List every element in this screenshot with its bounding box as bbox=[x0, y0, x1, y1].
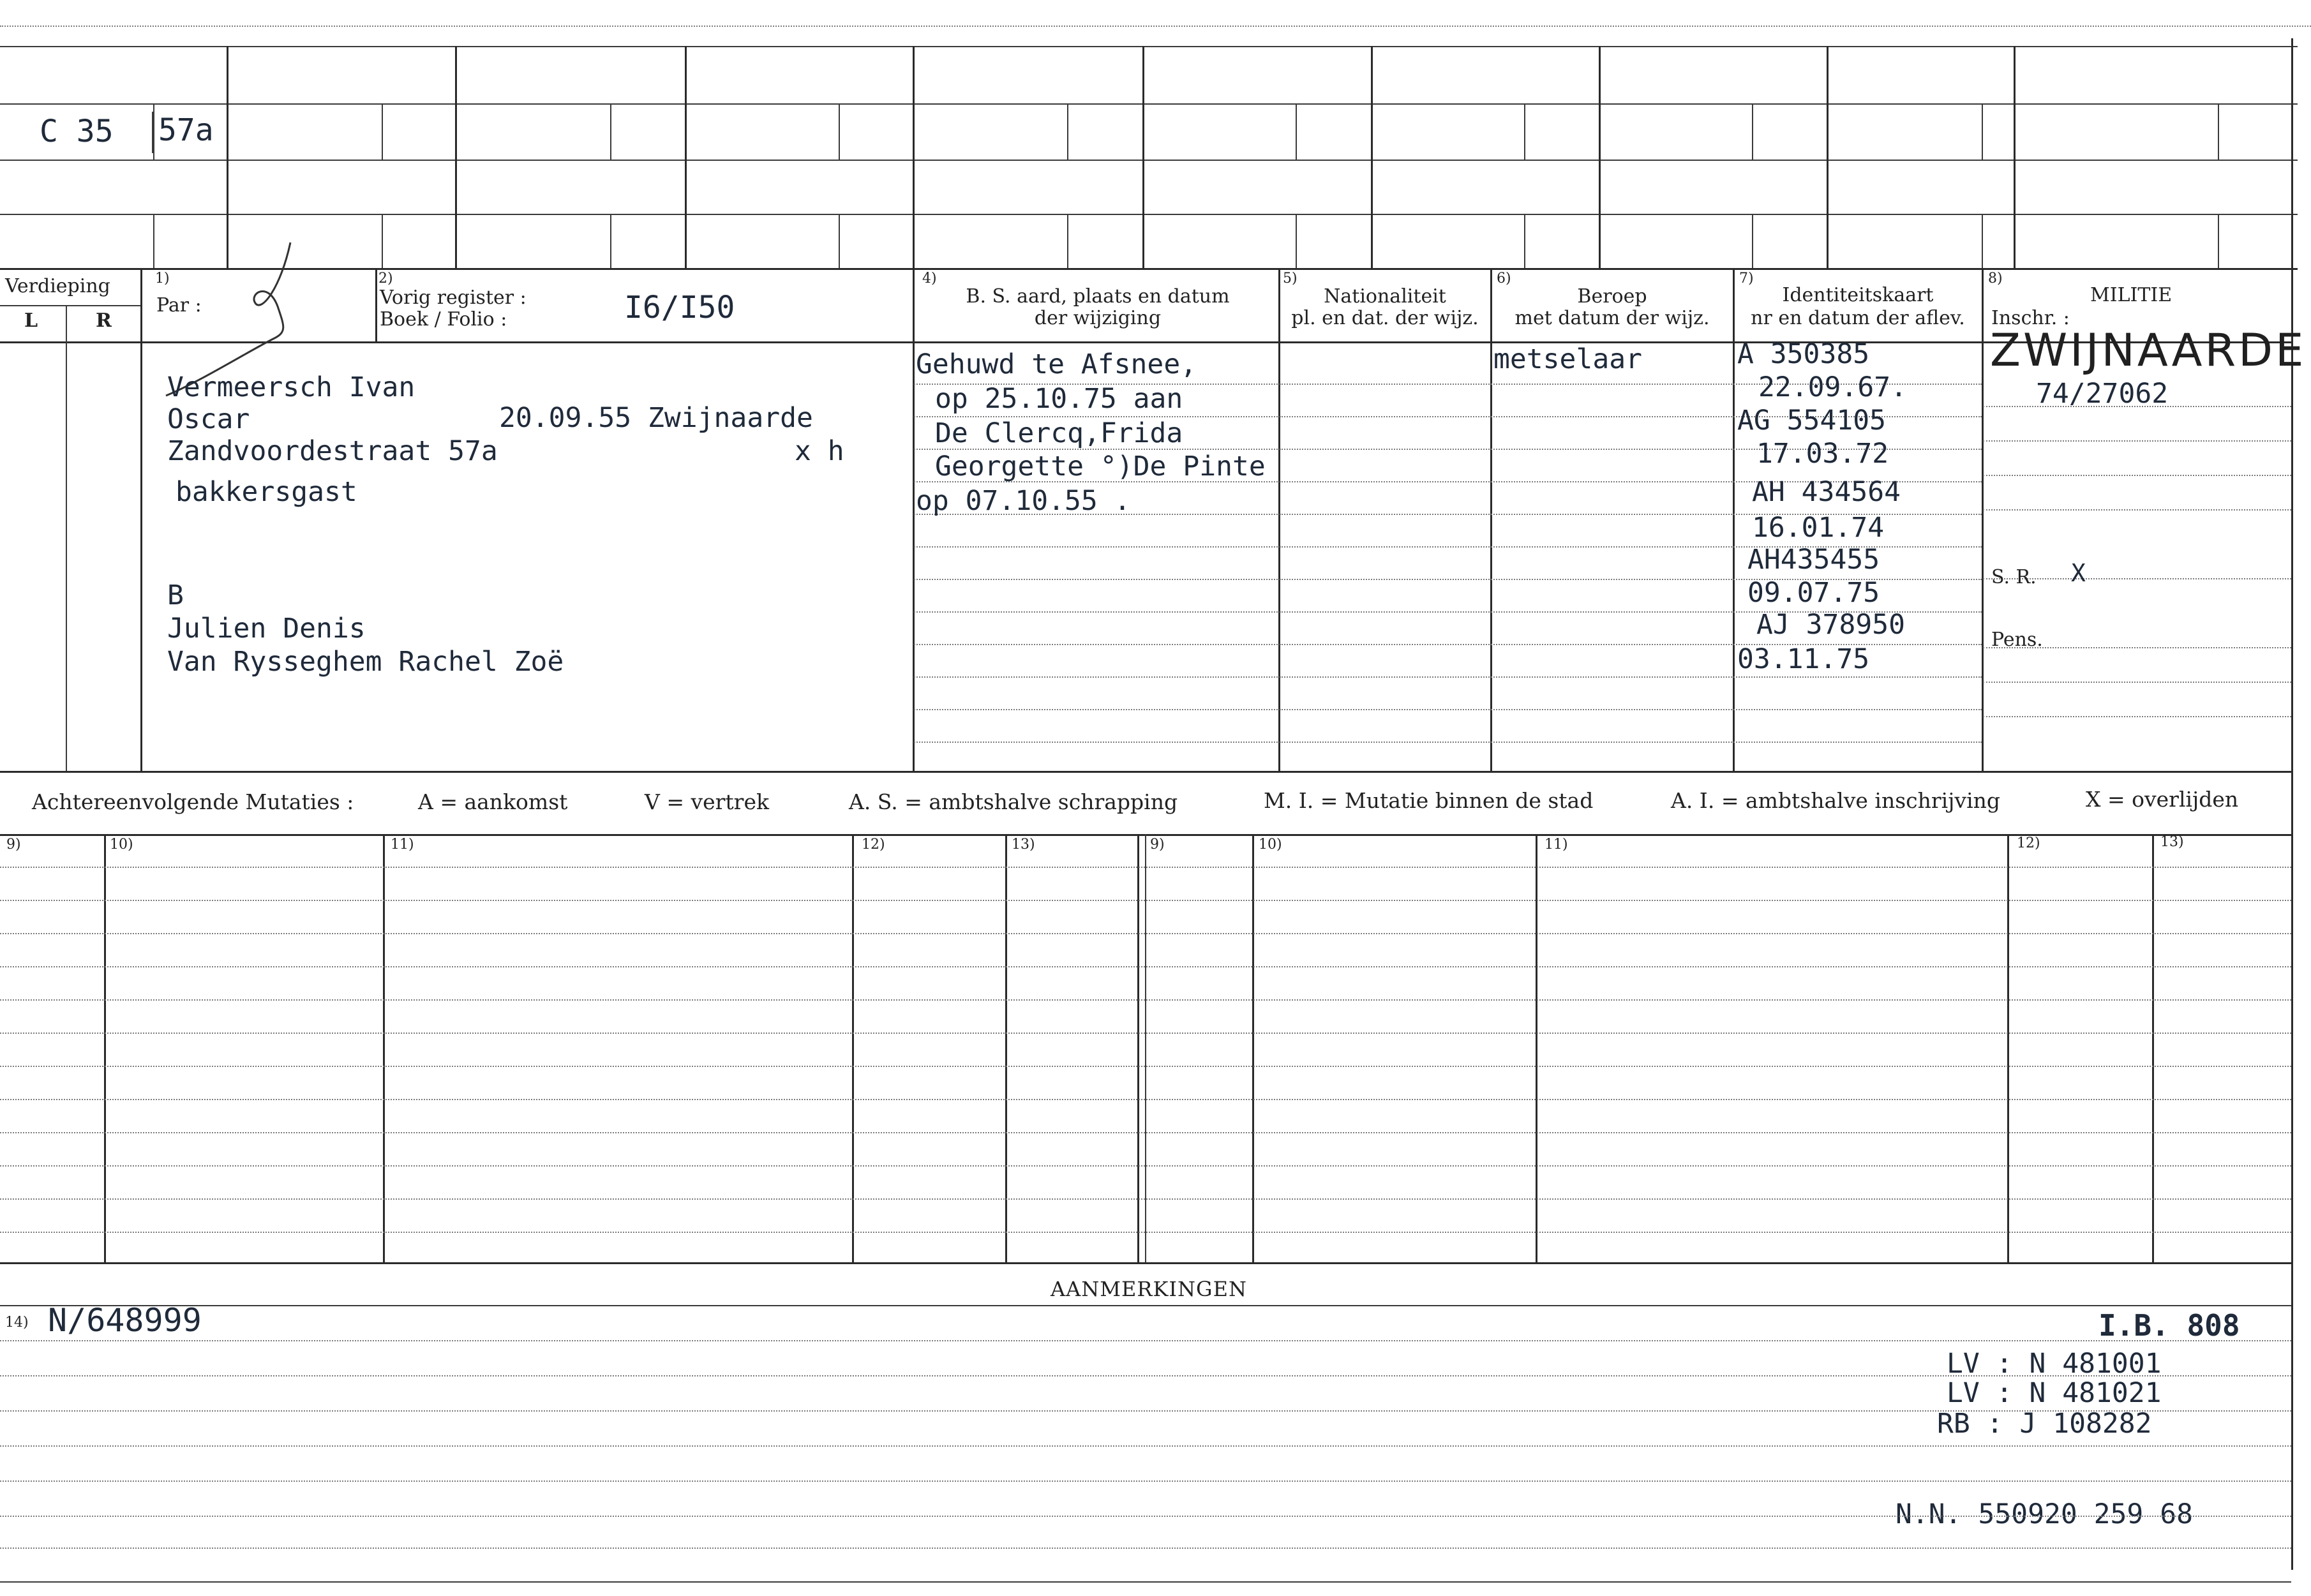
id-card-entry: 17.03.72 bbox=[1756, 438, 1889, 470]
rule-line bbox=[0, 999, 2291, 1001]
grid-vline bbox=[1524, 214, 1525, 268]
col-divider bbox=[375, 268, 377, 341]
grid-vline bbox=[1982, 103, 1983, 160]
pens-label: Pens. bbox=[1991, 629, 2043, 651]
col-divider bbox=[140, 268, 142, 772]
militie-number: 74/27062 bbox=[2036, 378, 2169, 410]
grid-vline bbox=[685, 46, 687, 268]
grid-vline bbox=[1067, 103, 1068, 160]
rule-line bbox=[1280, 709, 1982, 710]
section-line bbox=[0, 771, 2291, 773]
id-card-entry: AH 434564 bbox=[1752, 476, 1901, 508]
grid-vline bbox=[1296, 103, 1297, 160]
sr-value: X bbox=[2071, 559, 2086, 587]
rule-line bbox=[914, 644, 1278, 645]
marriage-line: op 07.10.55 . bbox=[916, 485, 1131, 517]
grid-vline bbox=[382, 103, 383, 160]
grid-vline bbox=[153, 214, 154, 268]
id-card-entry: AJ 378950 bbox=[1756, 609, 1905, 641]
person-birth: 20.09.55 Zwijnaarde bbox=[499, 402, 813, 434]
rule-line bbox=[0, 900, 2291, 901]
rule-line bbox=[0, 1132, 2291, 1133]
person-status: B bbox=[167, 579, 184, 611]
grid-vline bbox=[610, 103, 611, 160]
col-divider bbox=[1490, 268, 1492, 772]
rule-line bbox=[0, 1480, 2291, 1482]
bs-header-line2: der wijziging bbox=[1034, 307, 1162, 329]
grid-vline bbox=[1142, 46, 1144, 268]
field-number: 6) bbox=[1497, 271, 1511, 287]
grid-vline bbox=[913, 46, 915, 268]
rule-line bbox=[914, 611, 1278, 613]
grid-line bbox=[0, 160, 2298, 161]
grid-vline bbox=[1067, 214, 1068, 268]
remarks-nn: N.N. 550920 259 68 bbox=[1896, 1498, 2193, 1530]
id-card-entry: A 350385 bbox=[1737, 338, 1870, 370]
beroep-value: metselaar bbox=[1493, 343, 1642, 375]
mutations-title: Achtereenvolgende Mutaties : bbox=[32, 789, 354, 814]
rule-line bbox=[1983, 682, 2291, 683]
boek-folio-label: Boek / Folio : bbox=[380, 308, 507, 331]
grid-line bbox=[0, 46, 2298, 47]
rule-line bbox=[0, 1410, 2291, 1412]
col-divider-lr bbox=[66, 305, 67, 772]
remarks-number: 14) bbox=[5, 1315, 29, 1331]
rule-line bbox=[914, 742, 1278, 743]
boek-folio-value: I6/I50 bbox=[624, 290, 735, 325]
legend-inschrijving: A. I. = ambtshalve inschrijving bbox=[1671, 788, 2001, 813]
rule-line bbox=[0, 1445, 2291, 1447]
rule-line bbox=[1280, 644, 1982, 645]
code-divider bbox=[152, 112, 153, 153]
legend-schrapping: A. S. = ambtshalve schrapping bbox=[849, 789, 1178, 814]
id-header-line2: nr en datum der aflev. bbox=[1751, 307, 1965, 329]
militie-stamp: ZWIJNAARDE bbox=[1990, 324, 2307, 377]
id-card-entry: 09.07.75 bbox=[1747, 577, 1880, 609]
remarks-lv1: LV : N 481001 bbox=[1947, 1348, 2162, 1380]
rule-line bbox=[1983, 440, 2291, 442]
rule-line bbox=[914, 709, 1278, 710]
person-mother: Van Rysseghem Rachel Zoë bbox=[167, 646, 564, 678]
field-number: 7) bbox=[1739, 271, 1754, 287]
grid-vline bbox=[1752, 214, 1753, 268]
remarks-lv2: LV : N 481021 bbox=[1947, 1377, 2162, 1409]
field-number: 4) bbox=[922, 271, 937, 287]
rule-line bbox=[1983, 509, 2291, 511]
rule-line bbox=[0, 966, 2291, 967]
rule-line bbox=[1280, 742, 1982, 743]
code-left: C 35 bbox=[40, 114, 114, 149]
col-l-label: L bbox=[24, 310, 38, 332]
mutation-col-number: 9) bbox=[6, 837, 21, 853]
remarks-line bbox=[0, 1305, 2291, 1306]
grid-vline bbox=[1296, 214, 1297, 268]
person-name: Vermeersch Ivan bbox=[167, 371, 415, 403]
rule-line bbox=[0, 867, 2291, 868]
mutation-col-number: 12) bbox=[862, 837, 885, 853]
mutation-col-number: 11) bbox=[1544, 837, 1568, 853]
beroep-header-line2: met datum der wijz. bbox=[1514, 307, 1710, 329]
grid-vline bbox=[153, 103, 154, 160]
grid-vline bbox=[227, 46, 228, 268]
grid-vline bbox=[2218, 103, 2219, 160]
bs-header-line1: B. S. aard, plaats en datum bbox=[966, 285, 1230, 308]
rule-line bbox=[914, 579, 1278, 580]
rule-line bbox=[0, 1548, 2291, 1549]
col-divider bbox=[1278, 268, 1280, 772]
rule-line bbox=[1983, 475, 2291, 476]
rule-line bbox=[914, 676, 1278, 678]
person-mark: x h bbox=[795, 435, 844, 467]
marriage-line: op 25.10.75 aan bbox=[935, 383, 1183, 415]
mutation-col-number: 10) bbox=[110, 837, 133, 853]
legend-mutatie-stad: M. I. = Mutatie binnen de stad bbox=[1264, 788, 1594, 813]
col-r-label: R bbox=[96, 310, 112, 332]
field-number: 2) bbox=[378, 271, 393, 287]
verdieping-line bbox=[0, 305, 140, 306]
mutation-col-number: 13) bbox=[2160, 834, 2184, 850]
mutation-col-number: 10) bbox=[1259, 837, 1282, 853]
grid-vline bbox=[1524, 103, 1525, 160]
remarks-ib: I.B. 808 bbox=[2098, 1308, 2240, 1343]
grid-vline bbox=[1371, 46, 1373, 268]
verdieping-label: Verdieping bbox=[5, 275, 110, 297]
grid-vline bbox=[1752, 103, 1753, 160]
remarks-rb: RB : J 108282 bbox=[1937, 1408, 2152, 1440]
grid-vline bbox=[839, 103, 840, 160]
remarks-title: AANMERKINGEN bbox=[1051, 1277, 1247, 1301]
rule-line bbox=[0, 933, 2291, 934]
id-card-entry: AG 554105 bbox=[1737, 405, 1886, 436]
rule-line bbox=[914, 546, 1278, 548]
grid-vline bbox=[1827, 46, 1829, 268]
col-divider bbox=[1733, 268, 1735, 772]
vorig-register-label: Vorig register : bbox=[380, 287, 527, 309]
rule-line bbox=[0, 1340, 2291, 1341]
id-header-line1: Identiteitskaart bbox=[1782, 284, 1934, 306]
grid-line bbox=[0, 103, 2298, 105]
mutation-col-number: 12) bbox=[2017, 835, 2040, 851]
rule-line bbox=[0, 1066, 2291, 1067]
code-right: 57a bbox=[158, 112, 214, 148]
id-card-entry: AH435455 bbox=[1747, 544, 1880, 576]
beroep-header-line1: Beroep bbox=[1577, 285, 1647, 308]
mutation-table-bottom bbox=[0, 1262, 2291, 1264]
legend-aankomst: A = aankomst bbox=[418, 789, 568, 814]
marriage-line: Georgette °)De Pinte bbox=[935, 451, 1266, 482]
person-address: Zandvoordestraat 57a bbox=[167, 435, 498, 467]
grid-vline bbox=[455, 46, 457, 268]
grid-vline bbox=[1599, 46, 1601, 268]
rule-line bbox=[1280, 676, 1982, 678]
marriage-line: Gehuwd te Afsnee, bbox=[916, 348, 1197, 380]
rule-line bbox=[0, 1516, 2291, 1517]
top-edge-line bbox=[0, 26, 2311, 27]
id-card-entry: 16.01.74 bbox=[1752, 512, 1885, 544]
field-number: 1) bbox=[155, 271, 170, 287]
rule-line bbox=[0, 1033, 2291, 1034]
rule-line bbox=[0, 1165, 2291, 1167]
field-number: 8) bbox=[1988, 271, 2003, 287]
grid-vline bbox=[2014, 46, 2016, 268]
person-father: Julien Denis bbox=[167, 613, 366, 645]
remarks-n-number: N/648999 bbox=[48, 1302, 202, 1339]
par-label: Par : bbox=[156, 294, 202, 317]
grid-line bbox=[0, 214, 2298, 215]
rule-line bbox=[0, 1198, 2291, 1200]
grid-vline bbox=[1982, 214, 1983, 268]
grid-vline bbox=[839, 214, 840, 268]
rule-line bbox=[0, 1232, 2291, 1233]
nationality-header-line1: Nationaliteit bbox=[1324, 285, 1446, 308]
col-divider bbox=[913, 268, 915, 772]
col-divider bbox=[1982, 268, 1984, 772]
person-occupation: bakkersgast bbox=[176, 476, 357, 508]
legend-overlijden: X = overlijden bbox=[2086, 787, 2239, 812]
legend-vertrek: V = vertrek bbox=[645, 789, 769, 814]
inschr-label: Inschr. : bbox=[1991, 307, 2070, 329]
rule-line bbox=[1983, 716, 2291, 717]
grid-vline bbox=[382, 214, 383, 268]
mutation-col-number: 13) bbox=[1012, 837, 1035, 853]
grid-vline bbox=[2218, 214, 2219, 268]
card-right-edge bbox=[2291, 38, 2293, 1570]
nationality-header-line2: pl. en dat. der wijz. bbox=[1291, 307, 1479, 329]
sr-label: S. R. bbox=[1991, 566, 2037, 588]
id-card-entry: 03.11.75 bbox=[1737, 643, 1870, 675]
rule-line bbox=[0, 1099, 2291, 1100]
rule-line bbox=[0, 1375, 2291, 1376]
marriage-line: De Clercq,Frida bbox=[935, 417, 1183, 449]
grid-vline bbox=[610, 214, 611, 268]
mutation-col-number: 9) bbox=[1150, 837, 1165, 853]
person-second-name: Oscar bbox=[167, 403, 250, 435]
id-card-entry: 22.09.67. bbox=[1758, 371, 1907, 403]
card-bottom-line bbox=[0, 1581, 2291, 1583]
field-number: 5) bbox=[1283, 271, 1298, 287]
militie-header: MILITIE bbox=[2090, 284, 2173, 306]
mutation-col-number: 11) bbox=[391, 837, 414, 853]
